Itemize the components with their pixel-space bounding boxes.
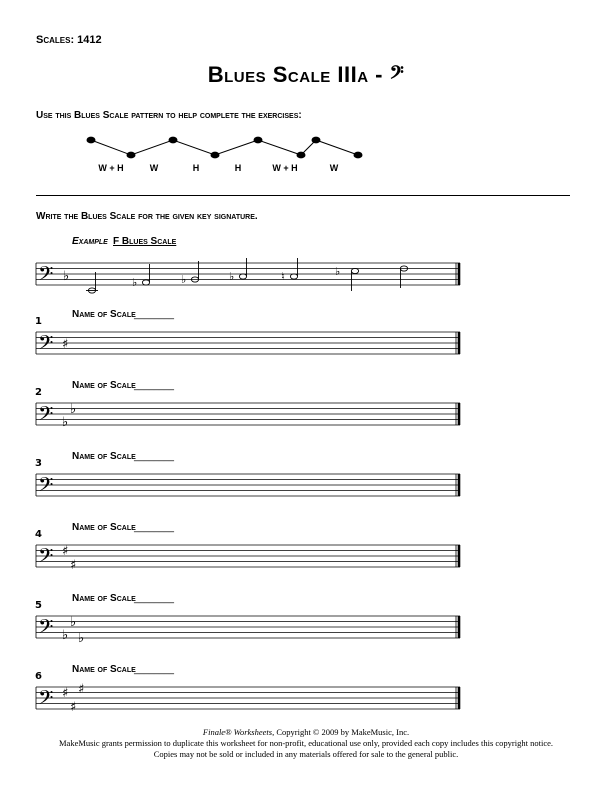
flat-icon: ♭: [63, 269, 70, 284]
bass-clef-icon: 𝄢: [38, 473, 54, 501]
example-staff: [0, 255, 612, 300]
footer-restriction: Copies may not be sold or included in any materials offered for sale to the general public.: [153, 749, 459, 759]
sharp-icon: ♯: [62, 686, 69, 701]
bass-clef-icon: 𝄢: [38, 331, 54, 359]
bass-clef-icon: 𝄢: [38, 686, 54, 714]
note-head: [239, 274, 246, 279]
sharp-icon: ♯: [70, 700, 77, 715]
name-of-scale-label: Name of Scale: [72, 380, 136, 391]
pattern-note: [354, 152, 363, 159]
note-head: [142, 280, 149, 285]
exercise-number: 3: [35, 458, 42, 469]
interval-label: W + H: [272, 163, 298, 173]
natural-icon: ♮: [281, 270, 285, 283]
interval-label: W: [149, 163, 159, 173]
exercise-instruction: Write the Blues Scale for the given key signature.: [36, 211, 258, 222]
exercise-staff-2[interactable]: [0, 397, 612, 433]
exercise-staff-4[interactable]: [0, 539, 612, 575]
name-of-scale-blank[interactable]: ________: [134, 451, 174, 462]
name-of-scale-blank[interactable]: ________: [134, 664, 174, 675]
example-scale-name: F Blues Scale: [113, 236, 177, 247]
name-of-scale-blank[interactable]: ________: [134, 593, 174, 604]
pattern-note: [127, 152, 136, 159]
pattern-note: [297, 152, 306, 159]
name-of-scale-label: Name of Scale: [72, 309, 136, 320]
note-head: [290, 274, 297, 279]
name-of-scale-label: Name of Scale: [72, 664, 136, 675]
exercise-number: 6: [35, 671, 42, 682]
footer-product: Finale® Worksheets: [202, 727, 273, 737]
bass-clef-icon: 𝄢: [38, 615, 54, 643]
sharp-icon: ♯: [70, 558, 77, 573]
bass-clef-icon: 𝄢: [38, 402, 54, 430]
sharp-icon: ♯: [62, 337, 69, 352]
example-label: Example: [72, 236, 108, 247]
pattern-note: [87, 137, 96, 144]
name-of-scale-label: Name of Scale: [72, 593, 136, 604]
flat-icon: ♭: [70, 615, 77, 630]
blues-pattern-diagram: [0, 125, 612, 165]
interval-label: W: [329, 163, 339, 173]
pattern-note: [211, 152, 220, 159]
flat-icon: ♭: [70, 402, 77, 417]
exercise-staff-3[interactable]: [0, 468, 612, 504]
page-title: Blues Scale IIIa - 𝄢: [207, 62, 405, 87]
exercise-number: 1: [35, 316, 42, 327]
note-head: [351, 268, 358, 273]
flat-icon: ♭: [335, 265, 341, 278]
interval-label: H: [192, 163, 200, 173]
sharp-icon: ♯: [62, 544, 69, 559]
footer-permission: MakeMusic grants permission to duplicate this worksheet for non-profit, educational use only, provided each copy includes this copyright notice.: [59, 738, 553, 748]
pattern-note: [312, 137, 321, 144]
bass-clef-icon: 𝄢: [38, 544, 54, 572]
pattern-note: [169, 137, 178, 144]
name-of-scale-label: Name of Scale: [72, 522, 136, 533]
interval-label: W + H: [98, 163, 124, 173]
flat-icon: ♭: [229, 270, 235, 283]
flat-icon: ♭: [62, 628, 69, 643]
flat-icon: ♭: [181, 273, 187, 286]
bass-clef-icon: 𝄢: [38, 262, 54, 290]
name-of-scale-blank[interactable]: ________: [134, 522, 174, 533]
sharp-icon: ♯: [78, 682, 85, 697]
pattern-instruction: Use this Blues Scale pattern to help complete the exercises:: [36, 110, 302, 121]
exercise-staff-1[interactable]: [0, 326, 612, 362]
flat-icon: ♭: [62, 415, 69, 430]
flat-icon: ♭: [132, 276, 138, 289]
exercise-number: 2: [35, 387, 42, 398]
exercise-number: 4: [35, 529, 42, 540]
scale-id: Scales: 1412: [36, 34, 102, 46]
copyright-footer: [0, 727, 612, 760]
interval-label: H: [234, 163, 242, 173]
name-of-scale-blank[interactable]: ________: [134, 309, 174, 320]
exercise-staff-5[interactable]: [0, 610, 612, 646]
section-divider: [36, 195, 570, 196]
flat-icon: ♭: [78, 631, 85, 646]
name-of-scale-label: Name of Scale: [72, 451, 136, 462]
pattern-note: [254, 137, 263, 144]
exercise-number: 5: [35, 600, 42, 611]
footer-copyright: , Copyright © 2009 by MakeMusic, Inc.: [272, 727, 410, 737]
name-of-scale-blank[interactable]: ________: [134, 380, 174, 391]
exercise-staff-6[interactable]: [0, 681, 612, 717]
